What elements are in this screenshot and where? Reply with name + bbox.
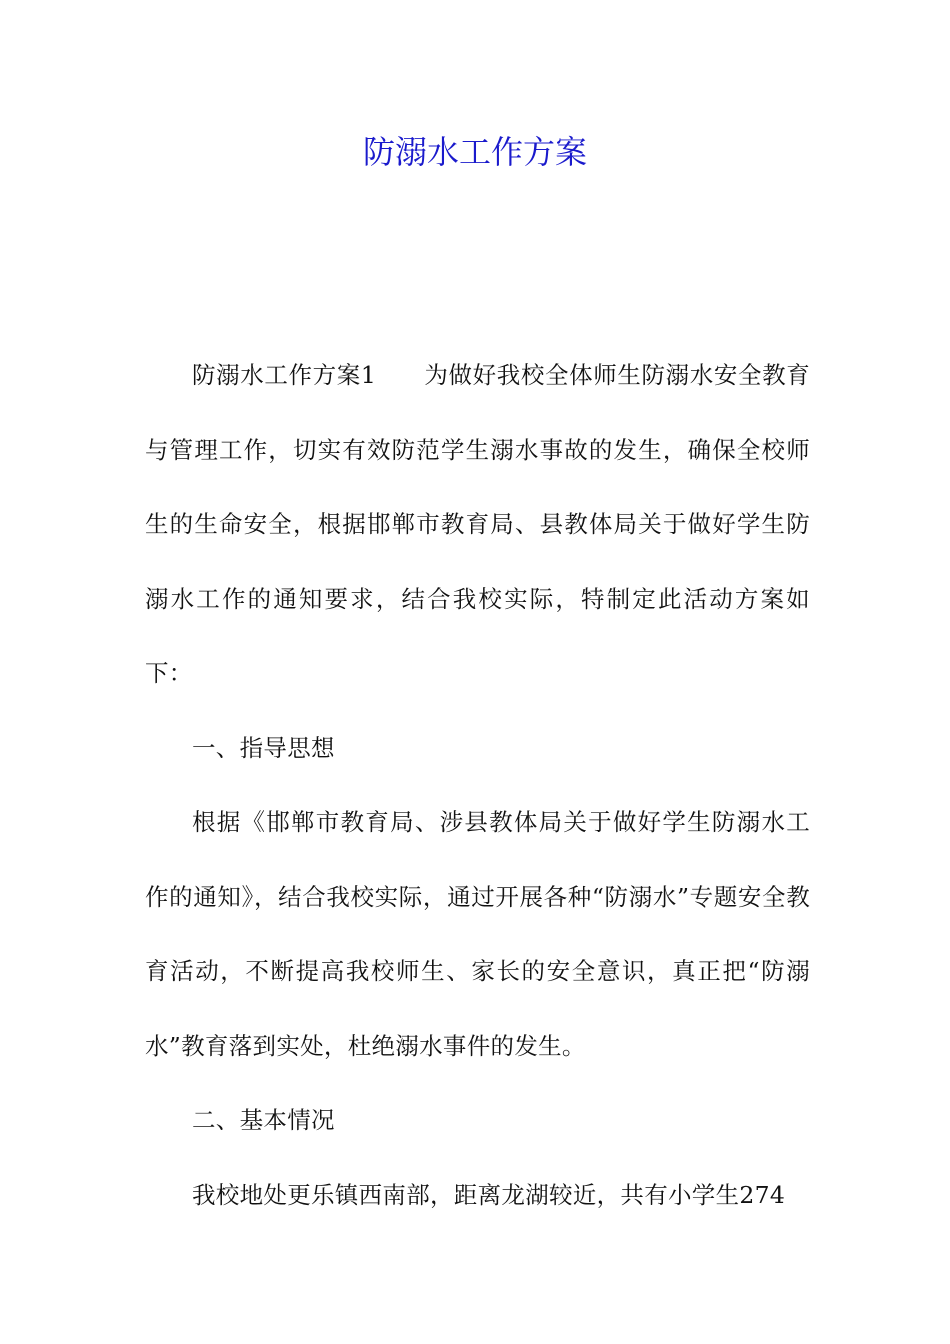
intro-heading: 防溺水工作方案1	[192, 361, 377, 389]
document-title: 防溺水工作方案	[362, 133, 587, 171]
intro-text: 为做好我校全体师生防溺水安全教育与管理工作，切实有效防范学生溺水事故的发生，确保全校师生的生命安全，根据邯郸市教育局、县教体局关于做好学生防溺水工作的通知要求，结合我校实际，特制定此活动方案如下：	[145, 361, 810, 687]
document-body	[145, 338, 810, 1232]
section1-paragraph: 根据《邯郸市教育局、涉县教体局关于做好学生防溺水工作的通知》，结合我校实际，通过开展各种“防溺水”专题安全教育活动，不断提高我校师生、家长的安全意识，真正把“防溺水”教育落到实处，杜绝溺水事件的发生。	[145, 808, 810, 1060]
section2-heading: 二、基本情况	[192, 1106, 335, 1134]
section1-heading: 一、指导思想	[192, 733, 335, 762]
section2-paragraph: 我校地处更乐镇西南部，距离龙湖较近，共有小学生274	[192, 1180, 786, 1209]
intro-paragraph	[145, 338, 810, 711]
